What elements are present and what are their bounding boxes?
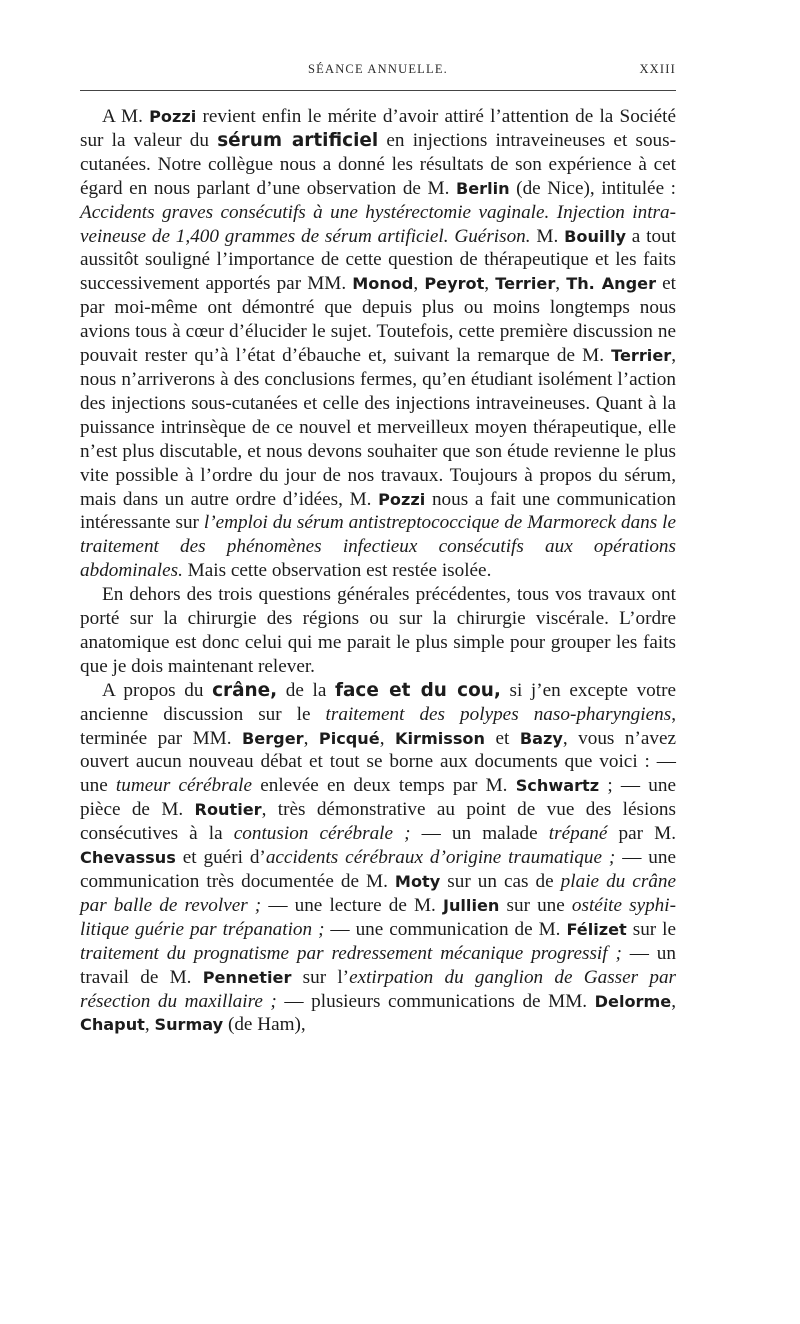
running-head [80,56,676,78]
text-run: et [484,727,520,749]
paragraph [80,583,676,679]
person-name: Pennetier [202,967,292,987]
person-name: Schwartz [515,776,600,796]
work-title: traitement du prognatisme par redressement mécanique progressif ; [80,942,622,964]
person-name: Jullien [442,895,500,915]
person-name: Berger [242,728,304,748]
text-run: sur le [626,918,676,940]
text-run: — une communication de M. [324,918,567,940]
work-title: traitement des polypes naso-pharyngiens [325,703,672,725]
text-run: , [555,273,567,295]
person-name: Félizet [566,919,627,939]
running-title: SÉANCE ANNUELLE. [307,62,449,76]
person-name: Th. Anger [566,274,657,294]
text-run: A M. [102,106,150,127]
text-run: , [484,273,496,295]
text-run: enlevée en deux temps par M. [252,775,516,797]
text-run: , [379,727,395,749]
text-run: , [303,727,319,749]
text-run: — un travail de M. [80,942,676,988]
body-text [80,105,676,1037]
person-name: Bazy [519,728,563,748]
text-run: (de Nice), intitulée : [509,177,676,199]
text-run: , très démonstrative au point de vue des lésions consécutives à la [80,799,676,845]
person-name: Delorme [594,991,672,1011]
person-name: Terrier [611,346,672,366]
text-run: et par moi-même ont démontré que depuis plus ou moins longtemps nous avions tous à cœur d’élucider le sujet. Toutefois, cette première discussion ne pouvait rester qu’à l’état d’ébauche et, suivant la remarque de M. [80,273,677,367]
text-run: par M. [607,823,676,845]
person-name: Peyrot [424,274,485,294]
subject-keyword: crâne, [212,679,278,701]
text-run: A propos du [102,679,213,701]
text-run: (de Ham), [223,1014,306,1036]
text-run: sur l’ [291,966,350,988]
work-title: tumeur cérébrale [115,775,253,797]
subject-keyword: face et du cou, [334,679,501,701]
text-run: , [671,990,676,1012]
text-run: nous a fait une communication intéressante sur [80,488,676,534]
text-run: et guéri d’ [175,847,266,869]
text-run: — un malade [410,823,549,845]
person-name: Berlin [455,178,510,198]
text-run: sur un cas de [440,871,561,892]
text-run: , [144,1014,155,1036]
text-run: a tout aussitôt souligné l’importance de cette question de thérapeutique et les faits successivement apportés par MM. [80,225,677,295]
work-title: plaie du crâne par balle de revolver ; [80,871,676,916]
text-run: de la [277,679,335,701]
header-rule [80,90,676,91]
text-run: si j’en excepte votre ancienne discussion sur le [80,679,676,725]
text-run: , [413,273,425,295]
text-run: — une lecture de M. [261,894,443,916]
text-run: — une communication très documentée de M. [80,847,676,892]
person-name: Moty [394,872,441,891]
paragraph [80,105,676,583]
text-run: M. [530,225,565,247]
text-run: , vous n’avez ouvert aucun nouveau débat et tout se borne aux documents que voici : — une [80,727,677,797]
work-title: contusion cérébrale ; [233,823,411,845]
subject-keyword: sérum artificiel [217,129,379,151]
text-run: , nous n’arriverons à des conclusions fermes, qu’en étudiant isolément l’action des injections sous-cutanées et celle des injections intraveineuses. Quant à la puissance intrinsèque de ce nouvel et merveilleux moyen thérapeutique, elle n’est plus discutable, et nous devons souhaiter que son étude revienne le plus vite possible à l’ordre du jour de nos travaux. Toujours à propos du sérum, mais dans un autre ordre d’idées, M. [80,345,676,510]
page-number: XXIII [639,62,676,76]
work-title: trépané [548,823,608,845]
text-run: en injections intraveineuses et sous-cutanées. Notre collègue nous a donné les résultats de son expérience à cet égard en nous parlant d’une observation de M. [80,129,676,199]
work-title: ostéite syphilitique guérie par trépanation ; [80,894,677,940]
text-run: — plusieurs communications de MM. [276,990,595,1012]
person-name: Surmay [154,1015,224,1035]
paragraph [80,679,676,1038]
text-run: sur une [499,894,572,916]
text-run: revient enfin le mérite d’avoir attiré l’attention de la Société sur la valeur du [80,106,676,151]
person-name: Picqué [318,728,380,748]
work-title: accidents cérébraux d’origine traumatique ; [265,847,616,869]
text-run: , terminée par MM. [80,703,676,749]
work-title: Accidents graves consécutifs à une hystérectomie vaginale. Injection intra-veineuse de 1,400 grammes de sérum artificiel. Guérison. [80,201,676,247]
person-name: Monod [352,274,414,294]
person-name: Chevassus [80,848,176,868]
person-name: Pozzi [149,107,197,126]
work-title: l’emploi du sérum antistreptococcique de Marmoreck dans le traitement des phénomènes infectieux consécutifs aux opérations abdominales. [80,512,676,582]
book-page [80,56,676,1037]
work-title: extirpation du ganglion de Gasser par résection du maxillaire ; [80,966,677,1012]
text-run: ; — une pièce de M. [80,775,676,821]
person-name: Routier [194,800,262,820]
person-name: Kirmisson [395,728,485,748]
person-name: Terrier [495,274,556,294]
text-run: En dehors des trois questions générales précédentes, tous vos travaux ont porté sur la chirurgie des régions ou sur la chirurgie viscérale. L’ordre anatomique est donc celui qui me parait le plus simple pour grouper les faits que je dois maintenant relever. [80,584,676,677]
person-name: Chaput [80,1015,145,1035]
text-run: Mais cette observation est restée isolée. [182,560,492,582]
person-name: Pozzi [378,489,426,509]
person-name: Bouilly [564,226,626,246]
